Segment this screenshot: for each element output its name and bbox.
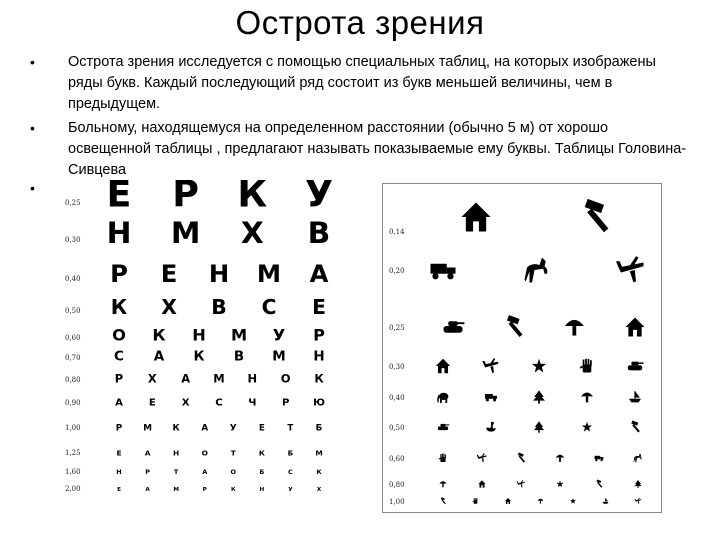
chart-letter: Х [181, 397, 190, 409]
chart-letter: Р [313, 325, 325, 345]
chart-letter: О [280, 371, 291, 386]
tree-icon [534, 421, 544, 432]
chart-letter: А [145, 487, 150, 494]
chart-letter: К [316, 468, 322, 477]
hammer-icon [585, 199, 609, 232]
hammer-icon [507, 315, 523, 337]
chart-letter: М [315, 448, 323, 458]
slide-title: Острота зрения [235, 4, 485, 41]
chart-letter: Е [258, 423, 265, 434]
chart-letter: Р [202, 487, 207, 494]
hand-icon [472, 498, 477, 504]
chart-letter: У [304, 180, 334, 216]
acuity-label: 1,60 [65, 468, 81, 476]
chart-letter: Е [312, 294, 326, 319]
chart-letter: А [115, 397, 123, 409]
star-icon [582, 422, 592, 432]
acuity-label: 2,00 [65, 485, 81, 493]
chart-letter: В [233, 348, 245, 365]
hammer-icon [596, 480, 602, 488]
house-icon [505, 498, 511, 504]
acuity-label: 0,60 [389, 455, 405, 463]
acuity-label: 0,25 [389, 324, 405, 332]
chart-letter: Р [281, 397, 290, 409]
chart-letter: К [314, 371, 324, 386]
chart-letter: К [230, 487, 236, 494]
duck-icon [486, 422, 495, 432]
chart-letter: М [272, 348, 286, 365]
tank-icon [628, 362, 644, 371]
orlova-chart [383, 184, 661, 512]
chart-letter: Н [208, 258, 230, 288]
chart-letter: Р [172, 180, 200, 216]
mushroom-icon [439, 481, 446, 487]
chart-letter: М [230, 325, 248, 345]
acuity-label: 0,90 [65, 399, 81, 407]
hammer-icon [518, 453, 525, 463]
acuity-label: 0,30 [389, 363, 405, 371]
house-icon [626, 318, 645, 337]
plane-icon [616, 256, 644, 282]
tree-icon [533, 390, 545, 403]
bullet-marker: • [30, 120, 35, 136]
chart-letter: Н [192, 325, 206, 345]
chart-letter: К [152, 325, 166, 345]
acuity-label: 0,20 [389, 267, 405, 275]
chart-letter: Б [315, 423, 323, 434]
star-icon [532, 359, 546, 373]
hand-icon [439, 454, 446, 462]
bullet-item [30, 118, 688, 181]
chart-letter: К [110, 294, 128, 319]
acuity-label: 0,40 [65, 275, 81, 283]
tree-icon [634, 480, 641, 488]
chart-letter: Х [161, 294, 177, 319]
truck-icon [595, 456, 604, 462]
chart-letter: Е [160, 258, 178, 288]
bullet-text: Больному, находящемуся на определенном расстоянии (обычно 5 м) от хорошо освещенной таблицы , предлагают называть показываемые ему буквы. Таблицы Головина-Сивцева [68, 120, 687, 178]
chart-letter: А [144, 448, 151, 458]
chart-letter: С [215, 397, 223, 409]
acuity-label: 0,30 [65, 236, 81, 244]
chart-letter: В [307, 216, 331, 252]
chart-letter: А [181, 371, 191, 386]
elephant-icon [437, 393, 448, 403]
chart-letter: К [193, 348, 205, 365]
hammer-icon [631, 421, 639, 433]
house-icon [436, 359, 450, 373]
chart-letter: К [258, 448, 265, 458]
chart-letter: Н [259, 487, 265, 494]
chart-letter: О [201, 448, 208, 458]
chart-letter: М [170, 216, 201, 252]
acuity-label: 0,70 [65, 354, 81, 362]
mushroom-icon [565, 320, 584, 336]
chart-letter: Н [106, 216, 132, 252]
chart-letter: В [211, 294, 227, 319]
chart-letter: Х [147, 371, 157, 386]
chart-letter: Н [116, 468, 122, 477]
tank-icon [444, 321, 465, 332]
chart-letter: О [112, 325, 126, 345]
chart-letter: Р [114, 371, 124, 386]
chart-letter: Н [247, 371, 258, 386]
mushroom-icon [581, 393, 593, 403]
horse-icon [525, 258, 548, 283]
mushroom-icon [556, 455, 565, 462]
chart-letter: Ю [313, 397, 325, 409]
plane-icon [634, 498, 641, 504]
chart-letter: Б [259, 468, 265, 477]
hand-icon [580, 359, 592, 373]
acuity-label: 0,60 [65, 334, 81, 342]
chart-letter: А [201, 423, 209, 434]
chart-letter: К [172, 423, 180, 434]
horse-icon [634, 454, 642, 463]
acuity-label: 0,40 [389, 394, 405, 402]
bullet-marker: • [30, 180, 35, 196]
chart-letter: О [230, 468, 237, 477]
boat-icon [629, 391, 641, 402]
chart-letter: Е [148, 397, 156, 409]
chart-letter: С [261, 294, 277, 319]
acuity-label: 0,14 [389, 228, 405, 236]
star-icon [570, 498, 576, 504]
acuity-label: 1,00 [389, 498, 405, 506]
chart-letter: Р [115, 423, 123, 434]
chart-letter: Ч [248, 397, 257, 409]
bullet-text: Острота зрения исследуется с помощью специальных таблиц, на которых изображены ряды букв. Каждый последующий ряд состоит из букв меньшей величины, чем в предыдущем. [68, 54, 656, 112]
acuity-label: 0,25 [65, 199, 81, 207]
chart-letter: У [288, 487, 293, 494]
chart-letter: Р [110, 258, 128, 288]
chart-letter: Т [230, 448, 236, 458]
bullet-marker: • [30, 54, 35, 70]
chart-letter: М [213, 371, 225, 386]
sivtsev-chart [57, 180, 340, 502]
house-icon [462, 203, 491, 232]
hammer-icon [441, 497, 446, 504]
house-icon [478, 480, 485, 487]
chart-letter: С [288, 468, 293, 477]
plane-icon [482, 358, 498, 373]
chart-letter: Н [313, 348, 325, 365]
acuity-label: 0,80 [65, 376, 81, 384]
sivtsev-chart-image [57, 180, 340, 502]
plane-icon [517, 480, 525, 488]
truck-icon [485, 394, 497, 402]
orlova-chart-image [382, 183, 662, 513]
chart-letter: У [272, 325, 286, 345]
chart-letter: Т [287, 423, 294, 434]
chart-letter: Е [117, 487, 121, 494]
boat-icon [603, 498, 609, 504]
acuity-label: 0,50 [389, 424, 405, 432]
acuity-label: 0,80 [389, 481, 405, 489]
chart-letter: Х [316, 487, 322, 494]
chart-letter: Н [173, 448, 180, 458]
chart-letter: А [153, 348, 165, 365]
acuity-label: 1,00 [65, 424, 81, 432]
chart-letter: М [143, 423, 152, 434]
chart-letter: С [114, 348, 124, 365]
bullet-item [30, 52, 688, 115]
chart-letter: К [237, 180, 268, 216]
mushroom-icon [538, 499, 544, 504]
chart-letter: Т [173, 468, 179, 477]
chart-letter: Р [145, 468, 150, 477]
chart-letter: Е [106, 180, 132, 216]
plane-icon [477, 453, 487, 462]
truck-icon [431, 264, 456, 280]
chart-letter: А [309, 258, 329, 288]
star-icon [556, 480, 563, 487]
chart-letter: А [202, 468, 208, 477]
chart-letter: У [229, 423, 237, 434]
chart-letter: Е [116, 448, 122, 458]
acuity-label: 1,25 [65, 449, 81, 457]
chart-letter: Х [240, 216, 264, 252]
acuity-label: 0,50 [65, 307, 81, 315]
tank-icon [438, 424, 449, 430]
chart-letter: М [173, 487, 179, 494]
chart-letter: Б [287, 448, 294, 458]
chart-letter: М [256, 258, 282, 288]
